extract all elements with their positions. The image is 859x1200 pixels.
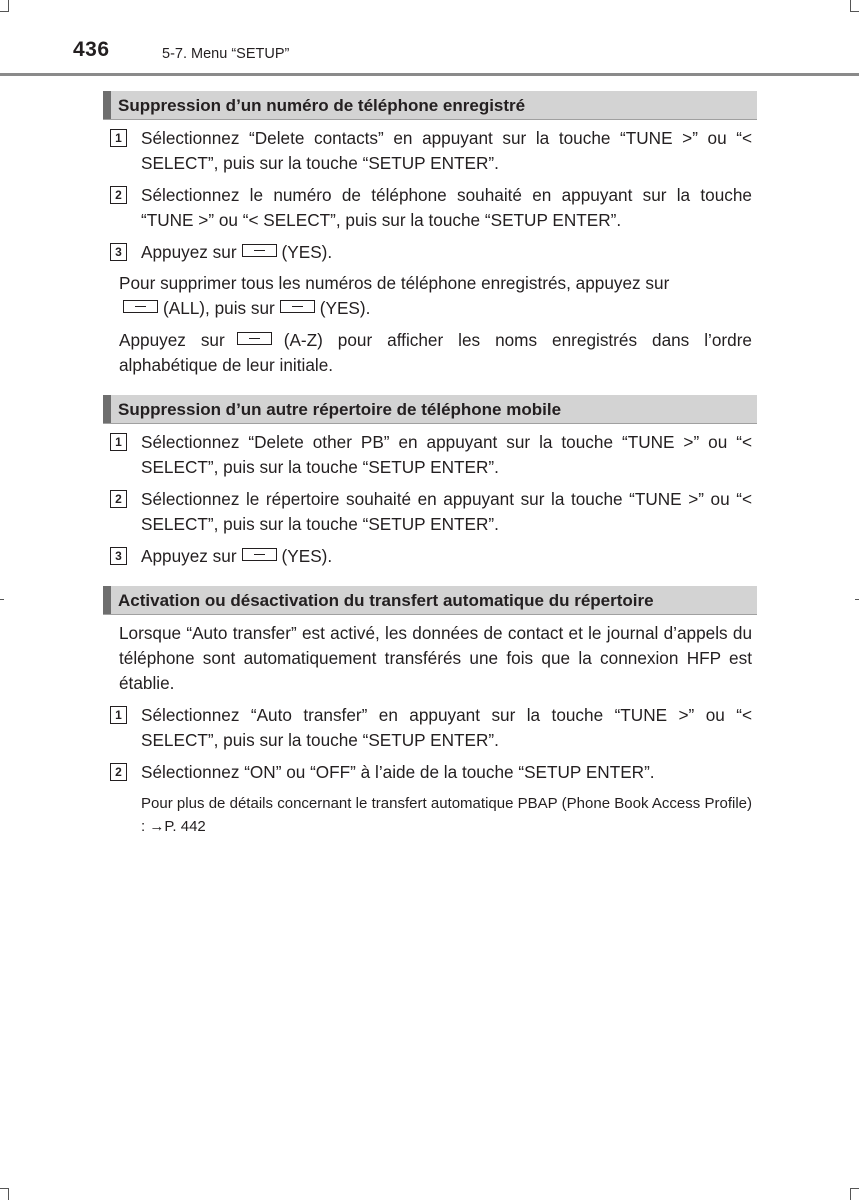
section-title: Suppression d’un numéro de téléphone enregistré xyxy=(118,96,526,115)
heading-marker xyxy=(103,91,111,119)
section-heading xyxy=(103,395,757,424)
paragraph xyxy=(119,271,752,321)
crop-mark xyxy=(0,599,4,600)
paragraph: Lorsque “Auto transfer” est activé, les données de contact et le journal d’appels du téléphone sont automatiquement transférés une fois que la connexion HFP est établie. xyxy=(119,623,752,693)
page-number: 436 xyxy=(73,38,110,61)
section-title: Suppression d’un autre répertoire de téléphone mobile xyxy=(118,400,562,419)
step-item xyxy=(110,760,752,785)
step-text xyxy=(141,240,752,265)
paragraph-text: (ALL), puis sur xyxy=(163,298,275,318)
reference-note: Pour plus de détails concernant le transfert automatique PBAP (Phone Book Access Profile) : →P. 442 xyxy=(141,795,752,835)
step-number: 1 xyxy=(110,129,127,147)
step-text-end: (YES). xyxy=(281,546,333,566)
step-text xyxy=(141,544,752,569)
step-text: Sélectionnez “Auto transfer” en appuyant sur la touche “TUNE >” ou “< SELECT”, puis sur la touche “SETUP ENTER”. xyxy=(141,705,752,750)
step-item xyxy=(110,703,752,753)
crop-mark xyxy=(8,1188,9,1200)
paragraph xyxy=(119,328,752,378)
heading-marker xyxy=(103,395,111,423)
section-heading xyxy=(103,586,757,615)
paragraph-text: (A-Z) pour afficher les noms enregistrés dans l’ordre alphabétique de leur initiale. xyxy=(119,330,752,375)
step-text-end: (YES). xyxy=(281,242,333,262)
crop-mark xyxy=(850,1188,851,1200)
step-number: 2 xyxy=(110,763,127,781)
step-text: Sélectionnez le numéro de téléphone souhaité en appuyant sur la touche “TUNE >” ou “< SELECT”, puis sur la touche “SETUP ENTER”. xyxy=(141,185,752,230)
step-text: Sélectionnez “Delete contacts” en appuyant sur la touche “TUNE >” ou “< SELECT”, puis sur la touche “SETUP ENTER”. xyxy=(141,128,752,173)
chapter-title: 5-7. Menu “SETUP” xyxy=(162,46,290,62)
step-item xyxy=(110,183,752,233)
step-text-start: Appuyez sur xyxy=(141,546,237,566)
step-number: 1 xyxy=(110,706,127,724)
page-header xyxy=(0,0,859,80)
screen-button-icon xyxy=(242,548,277,561)
section-heading xyxy=(103,91,757,120)
step-number: 2 xyxy=(110,186,127,204)
step-number: 2 xyxy=(110,490,127,508)
step-item xyxy=(110,430,752,480)
step-item xyxy=(110,240,752,265)
step-item xyxy=(110,126,752,176)
screen-button-icon xyxy=(242,244,277,257)
step-text-start: Appuyez sur xyxy=(141,242,237,262)
crop-mark xyxy=(0,1188,9,1189)
crop-mark xyxy=(850,1188,859,1189)
paragraph-text: (YES). xyxy=(319,298,371,318)
step-item xyxy=(110,487,752,537)
screen-button-icon xyxy=(280,300,315,313)
step-item xyxy=(110,544,752,569)
paragraph-text: Pour supprimer tous les numéros de téléphone enregistrés, appuyez sur xyxy=(119,273,670,293)
header-rule xyxy=(0,73,859,76)
paragraph-text: Appuyez sur xyxy=(119,330,225,350)
step-text: Sélectionnez le répertoire souhaité en appuyant sur la touche “TUNE >” ou “< SELECT”, puis sur la touche “SETUP ENTER”. xyxy=(141,489,752,534)
screen-button-icon xyxy=(123,300,158,313)
step-number: 3 xyxy=(110,547,127,565)
screen-button-icon xyxy=(237,332,272,345)
crop-mark xyxy=(855,599,859,600)
step-text: Sélectionnez “Delete other PB” en appuyant sur la touche “TUNE >” ou “< SELECT”, puis sur la touche “SETUP ENTER”. xyxy=(141,432,752,477)
section-title: Activation ou désactivation du transfert automatique du répertoire xyxy=(118,591,654,610)
step-text: Sélectionnez “ON” ou “OFF” à l’aide de la touche “SETUP ENTER”. xyxy=(141,762,655,782)
step-number: 1 xyxy=(110,433,127,451)
heading-marker xyxy=(103,586,111,614)
step-number: 3 xyxy=(110,243,127,261)
